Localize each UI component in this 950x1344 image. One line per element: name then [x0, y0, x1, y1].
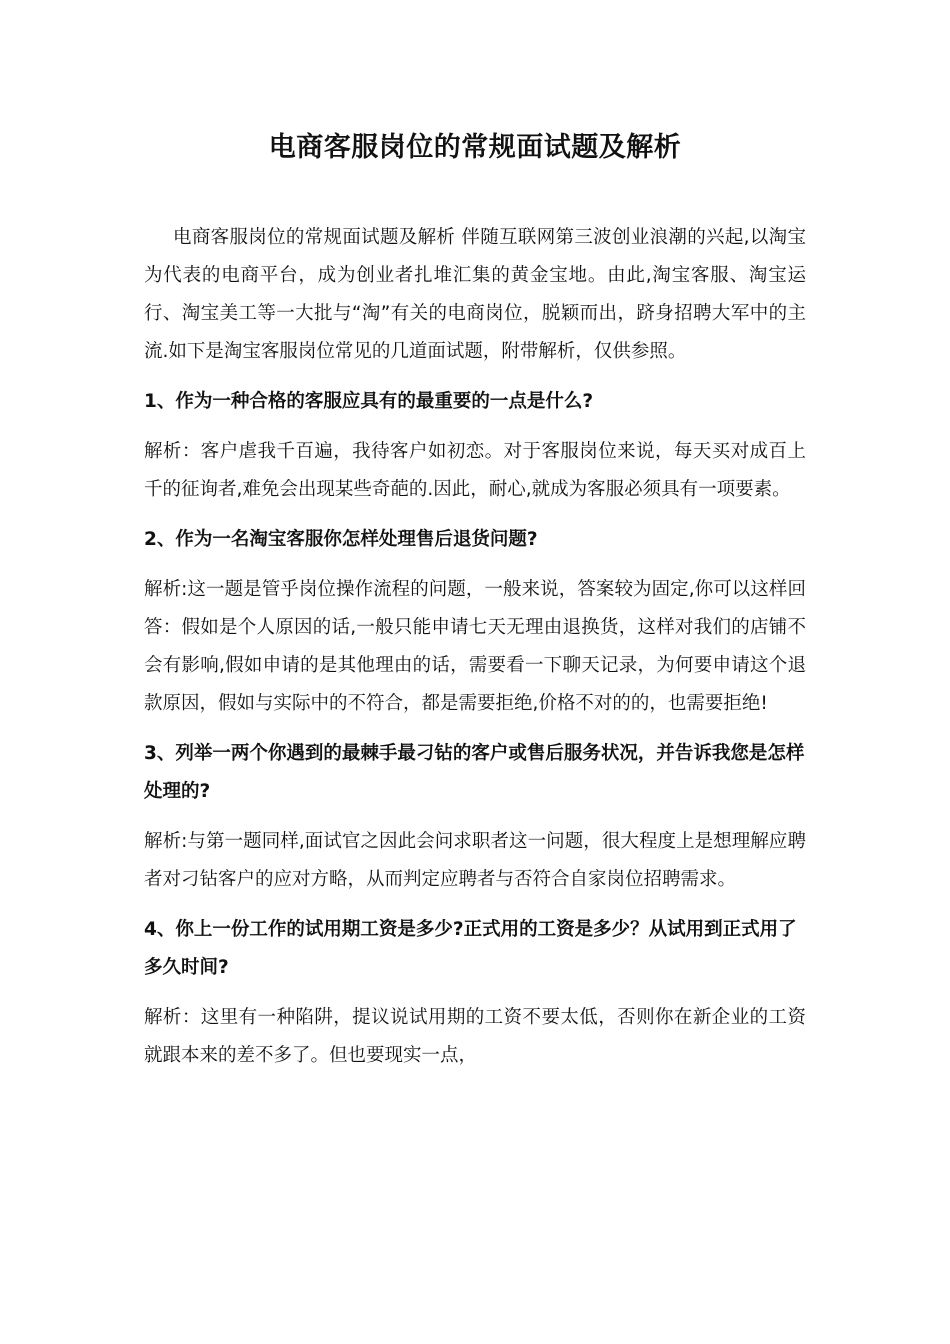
document-body	[144, 219, 806, 1087]
answer-2: 解析:这一题是管乎岗位操作流程的问题，一般来说，答案较为固定,你可以这样回答：假如是个人原因的话,一般只能申请七天无理由退换货，这样对我们的店铺不会有影响,假如申请的是其他理由的话，需要看一下聊天记录，为何要申请这个退款原因，假如与实际中的不符合，都是需要拒绝,价格不对的的，也需要拒绝!	[144, 579, 806, 714]
answer-4: 解析：这里有一种陷阱，提议说试用期的工资不要太低，否则你在新企业的工资就跟本来的差不多了。但也要现实一点，	[144, 1007, 806, 1066]
intro-paragraph: 电商客服岗位的常规面试题及解析 伴随互联网第三波创业浪潮的兴起,以淘宝为代表的电商平台，成为创业者扎堆汇集的黄金宝地。由此,淘宝客服、淘宝运行、淘宝美工等一大批与“淘”有关的电商岗位，脱颖而出，跻身招聘大军中的主流.如下是淘宝客服岗位常见的几道面试题，附带解析，仅供参照。	[144, 227, 806, 362]
question-4: 4、你上一份工作的试用期工资是多少?正式用的工资是多少？从试用到正式用了多久时间?	[144, 919, 797, 978]
document-title: 电商客服岗位的常规面试题及解析	[268, 132, 682, 163]
answer-1: 解析：客户虐我千百遍，我待客户如初恋。对于客服岗位来说，每天买对成百上千的征询者,难免会出现某些奇葩的.因此，耐心,就成为客服必须具有一项要素。	[144, 441, 806, 500]
question-1: 1、作为一种合格的客服应具有的最重要的一点是什么?	[144, 391, 594, 412]
question-2: 2、作为一名淘宝客服你怎样处理售后退货问题?	[144, 529, 538, 550]
question-3: 3、列举一两个你遇到的最棘手最刁钻的客户或售后服务状况，并告诉我您是怎样处理的?	[144, 743, 805, 802]
answer-3: 解析:与第一题同样,面试官之因此会问求职者这一问题，很大程度上是想理解应聘者对刁钻客户的应对方略，从而判定应聘者与否符合自家岗位招聘需求。	[144, 831, 806, 890]
